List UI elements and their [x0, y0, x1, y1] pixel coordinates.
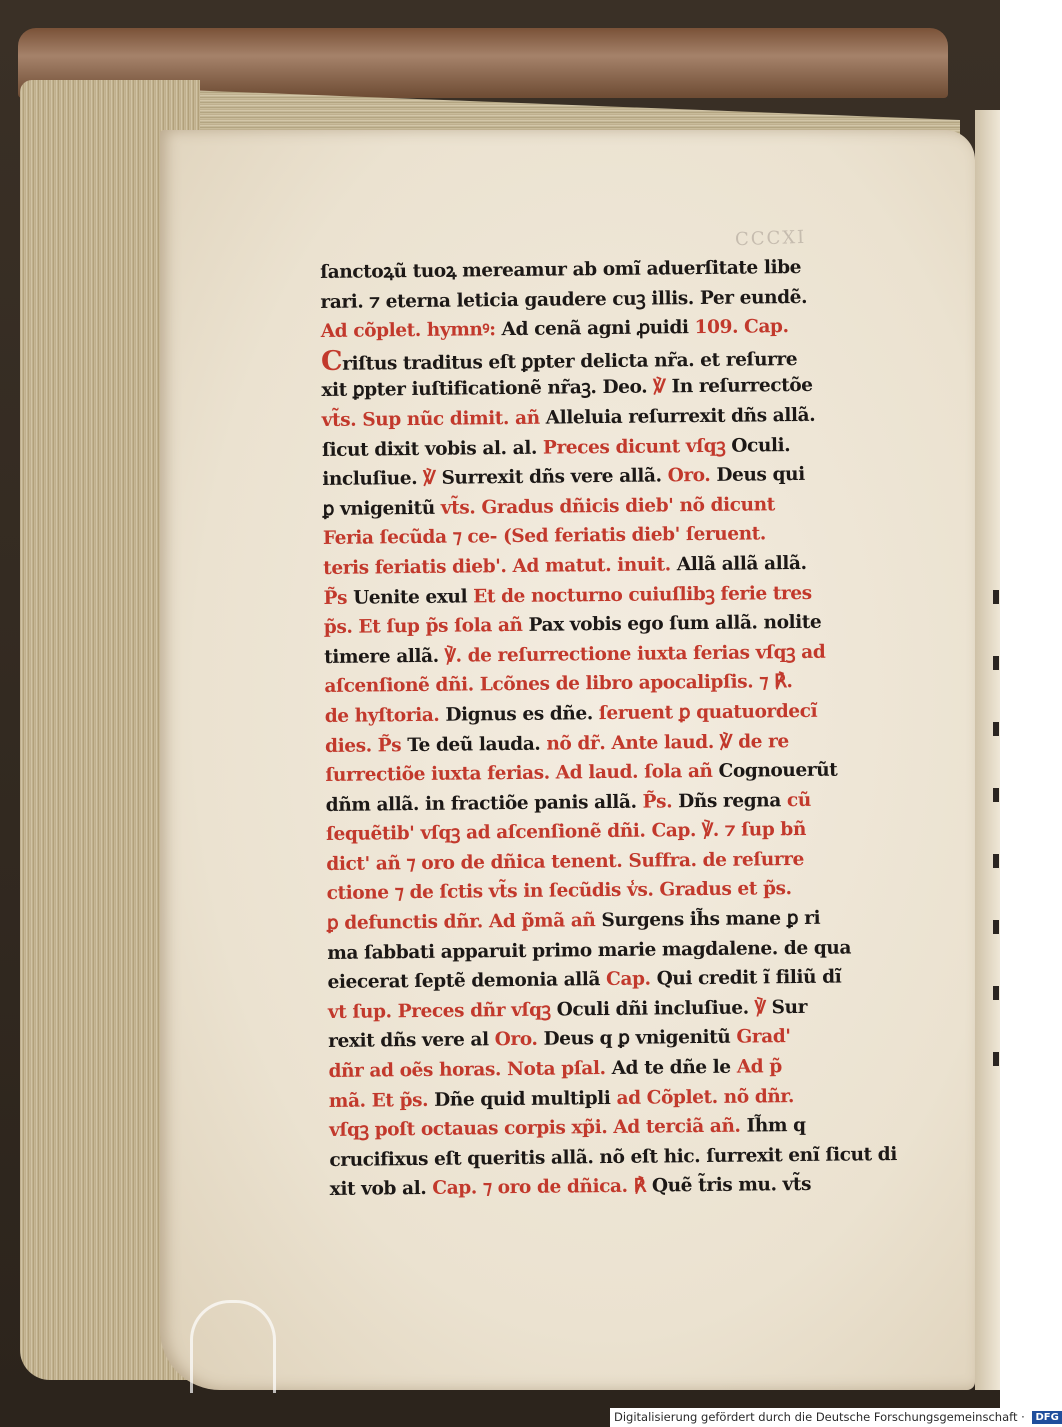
rubric-text: ſeruent ꝑ quatuordecĩ: [598, 700, 818, 725]
body-text: Ad cenã agni ꝓuidi: [501, 317, 695, 341]
rubric-text: P̃s: [323, 587, 354, 609]
body-text: Sur: [771, 996, 808, 1019]
rubric-text: Grad': [736, 1026, 791, 1049]
footer-text: Digitalisierung gefördert durch die Deutsche Forschungsgemeinschaft ·: [614, 1410, 1025, 1424]
body-text: ſicut dixit vobis al. al.: [321, 437, 544, 461]
body-text: xit ꝑpter iuſtificationẽ nr̃aꝫ. Deo.: [321, 376, 654, 402]
rubric-text: ꝑ defunctis dñr. Ad p̃mã añ: [326, 910, 602, 935]
rubric-text: vt̃s. Gradus dñicis dieb' nõ dicunt: [440, 494, 775, 519]
rubric-text: Cap.: [606, 968, 657, 991]
rubric-text: Feria ſecũda ⁊ ce-: [322, 526, 504, 550]
rubric-text: ℣: [423, 467, 442, 490]
body-text: Quẽ t̃ris mu. vt̃s: [651, 1174, 812, 1197]
body-text: Oculi dñi incluſiue.: [556, 997, 755, 1021]
body-text: Dñs regna: [678, 789, 788, 812]
rubric-text: ſequẽtib' vſqꝫ ad aſcenſionẽ dñi. Cap. ℣. ⁊ ſup bñ: [325, 819, 807, 846]
body-text: timere allã.: [324, 645, 445, 668]
body-text: Surgens ih̃s mane ꝑ ri: [601, 907, 821, 932]
rubric-text: Oro.: [667, 465, 717, 487]
rubric-text: mã. Et p̃s.: [328, 1089, 435, 1112]
body-text: ſanctoꝝũ tuoꝝ mereamur ab omĩ aduerſitate libe: [320, 256, 802, 283]
text-line: [320, 282, 890, 318]
body-text: riſtus traditus eſt ꝑpter delicta nr̃a. et reſurre: [342, 348, 798, 375]
rubric-text: ſurrectiõe iuxta ferias. Ad laud. ſola añ: [325, 760, 719, 787]
rubric-text: dict' añ ⁊ oro de dñica tenent. Suffra. de reſurre: [326, 848, 805, 875]
facing-page-text-fragments: [993, 590, 1000, 1118]
rubric-text: (Sed feriatis dieb' ſeruent.: [502, 523, 767, 548]
text-line: [325, 696, 895, 732]
body-text: Oculi.: [731, 434, 791, 457]
body-text: dñm allã. in fractiõe panis allã.: [325, 791, 643, 816]
body-text: Te deũ lauda.: [407, 733, 547, 756]
text-line: [322, 400, 892, 436]
rubric-text: teris feriatis dieb'. Ad matut. inuit.: [323, 554, 677, 579]
footer-credit: [610, 1408, 1059, 1427]
body-text: incluſiue.: [322, 468, 424, 491]
folio-number: CCCXI: [734, 226, 807, 251]
rubric-text: 109. Cap.: [694, 316, 789, 339]
rubric-text: dies. P̃s: [325, 734, 408, 757]
rubric-text: dñr ad oẽs horas. Nota pſal.: [328, 1058, 612, 1082]
rubric-text: de hyſtoria.: [324, 704, 446, 727]
body-text: Deus q ꝑ vnigenitũ: [543, 1027, 737, 1051]
text-block: [320, 252, 900, 1205]
rubric-text: p̃s. Et ſup p̃s ſola añ: [323, 614, 529, 639]
body-text: crucifixus eſt queritis allã. nõ eſt hic. ſurrexit enĩ ſicut di: [329, 1143, 898, 1171]
rubric-text: Preces dicunt vſqꝫ: [542, 435, 732, 459]
rubric-text: aſcenſionẽ dñi. Lcõnes de libro apocalipſis. ⁊ ℟.: [324, 671, 793, 698]
body-text: Dignus es dñe.: [445, 703, 599, 726]
body-text: ma ſabbati apparuit primo marie magdalene. de qua: [327, 937, 852, 964]
body-text: Surrexit dñs vere allã.: [441, 465, 668, 489]
rubric-text: Et de nocturno cuiuſlibꝫ ferie tres: [473, 582, 812, 607]
body-text: Uenite exul: [353, 585, 474, 609]
body-text: rexit dñs vere al: [328, 1029, 495, 1053]
rubric-text: nõ dr̃. Ante laud. ℣ de re: [546, 730, 789, 755]
rubric-text: Cap. ⁊ oro de dñica. ℟: [432, 1175, 653, 1200]
initial-capital: C: [320, 345, 343, 377]
body-text: In reſurrectõe: [671, 375, 813, 398]
body-text: Dñe quid multipli: [434, 1087, 617, 1111]
body-text: Ad te dñe le: [611, 1056, 737, 1080]
body-text: Allã allã allã.: [676, 552, 807, 576]
body-text: xit vob al.: [329, 1178, 433, 1201]
rubric-text: Oro.: [494, 1029, 544, 1051]
body-text: eiecerat ſeptẽ demonia allã: [327, 969, 607, 994]
rubric-text: ℣. de reſurrectione iuxta ferias vſqꝫ ad: [444, 641, 826, 667]
text-line: [326, 785, 896, 821]
body-text: Deus qui: [716, 464, 805, 487]
rubric-text: ℣: [653, 376, 672, 398]
page-corner-curl: [190, 1300, 276, 1393]
body-text: Alleluia reſurrexit dñs allã.: [545, 404, 816, 429]
text-line: [330, 1169, 900, 1205]
rubric-text: ad Cõplet. nõ dñr.: [616, 1085, 795, 1109]
rubric-text: P̃s.: [642, 790, 679, 813]
body-text: Qui credit ĩ filiũ dĩ: [656, 966, 842, 990]
rubric-text: Ad p̃: [736, 1056, 782, 1078]
rubric-text: vt ſup. Preces dñr vſqꝫ: [327, 999, 557, 1023]
rubric-text: Ad cõplet. hymnꝰ:: [320, 319, 502, 343]
rubric-text: vt̃s. Sup nũc dimit. añ: [321, 407, 546, 431]
rubric-text: ℣: [754, 997, 772, 1019]
body-text: Ih̃m q: [746, 1115, 806, 1137]
body-text: Pax vobis ego ſum allã. nolite: [528, 611, 822, 636]
rubric-text: cũ: [786, 789, 811, 811]
body-text: rari. ⁊ eterna leticia gaudere cuꝫ illis. Per eundẽ.: [320, 286, 808, 313]
rubric-text: vſqꝫ poſt octauas corpis xp̃i. Ad terciã añ.: [329, 1115, 747, 1142]
body-text: ꝑ vnigenitũ: [322, 497, 441, 520]
text-line: [327, 962, 897, 998]
dfg-logo: DFG: [1032, 1411, 1061, 1424]
body-text: Cognouerũt: [718, 759, 838, 782]
rubric-text: ctione ⁊ de ſctis vt̃s in ſecũdis v̾s. Gradus et p̃s.: [326, 878, 792, 905]
